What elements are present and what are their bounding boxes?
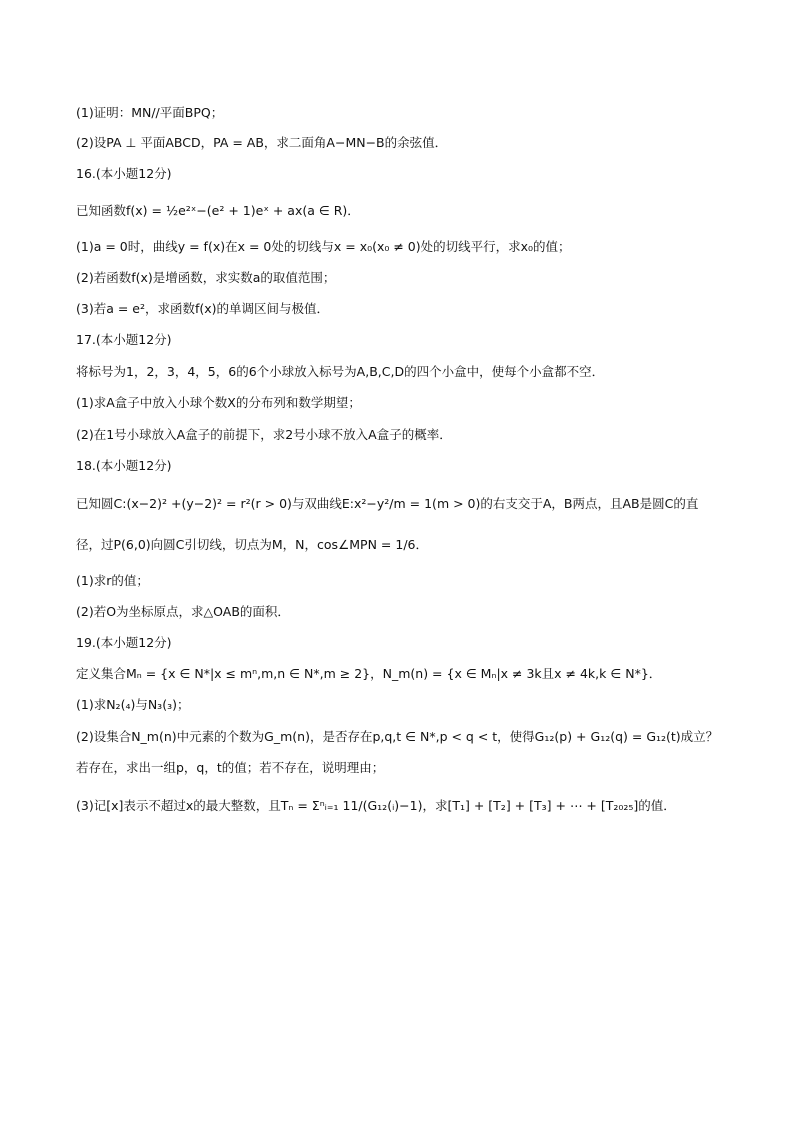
- q16-part2: (2)若函数f(x)是增函数，求实数a的取值范围；: [76, 270, 336, 285]
- q16-part3: (3)若a = e²，求函数f(x)的单调区间与极值．: [76, 301, 330, 316]
- q17-header: 17.(本小题12分): [76, 332, 172, 347]
- q15-part2: (2)设PA ⊥ 平面ABCD，PA = AB，求二面角A−MN−B的余弦值．: [76, 135, 448, 150]
- q16-stem: 已知函数f(x) = ½e²ˣ−(e² + 1)eˣ + ax(a ∈ R)．: [76, 203, 360, 218]
- q18-header: 18.(本小题12分): [76, 458, 172, 473]
- q19-part2-line1: (2)设集合N_m(n)中元素的个数为G_m(n)，是否存在p,q,t ∈ N*,p < q < t，使得G₁₂(p) + G₁₂(q) = G₁₂(t)成立？: [76, 729, 719, 744]
- q18-stem-line2: 径，过P(6,0)向圆C引切线，切点为M，N，cos∠MPN = 1/6．: [76, 537, 428, 552]
- q17-part1: (1)求A盒子中放入小球个数X的分布列和数学期望；: [76, 395, 361, 410]
- q15-part1: (1)证明：MN//平面BPQ；: [76, 105, 224, 120]
- q19-part3: (3)记[x]表示不超过x的最大整数，且Tₙ = Σⁿᵢ₌₁ 11/(G₁₂(ᵢ)−1)，求[T₁] + [T₂] + [T₃] + ⋯ + [T₂₀₂₅]的值．: [76, 798, 676, 813]
- q18-stem-line1: 已知圆C:(x−2)² +(y−2)² = r²(r > 0)与双曲线E:x²−y²/m = 1(m > 0)的右支交于A，B两点，且AB是圆C的直: [76, 496, 699, 511]
- q18-part1: (1)求r的值；: [76, 573, 149, 588]
- q16-part1: (1)a = 0时，曲线y = f(x)在x = 0处的切线与x = x₀(x₀ ≠ 0)处的切线平行，求x₀的值；: [76, 239, 571, 254]
- q19-header: 19.(本小题12分): [76, 635, 172, 650]
- q19-stem: 定义集合Mₙ = {x ∈ N*|x ≤ mⁿ,m,n ∈ N*,m ≥ 2}，N_m(n) = {x ∈ Mₙ|x ≠ 3k且x ≠ 4k,k ∈ N*}．: [76, 666, 662, 681]
- q18-part2: (2)若O为坐标原点，求△OAB的面积．: [76, 604, 290, 619]
- q17-stem: 将标号为1，2，3，4，5，6的6个小球放入标号为A,B,C,D的四个小盒中，使每个小盒都不空．: [76, 364, 605, 379]
- q19-part1: (1)求N₂(₄)与N₃(₃)；: [76, 697, 190, 712]
- q19-part2-line2: 若存在，求出一组p，q，t的值；若不存在，说明理由；: [76, 760, 385, 775]
- q16-header: 16.(本小题12分): [76, 166, 172, 181]
- q17-part2: (2)在1号小球放入A盒子的前提下，求2号小球不放入A盒子的概率．: [76, 427, 452, 442]
